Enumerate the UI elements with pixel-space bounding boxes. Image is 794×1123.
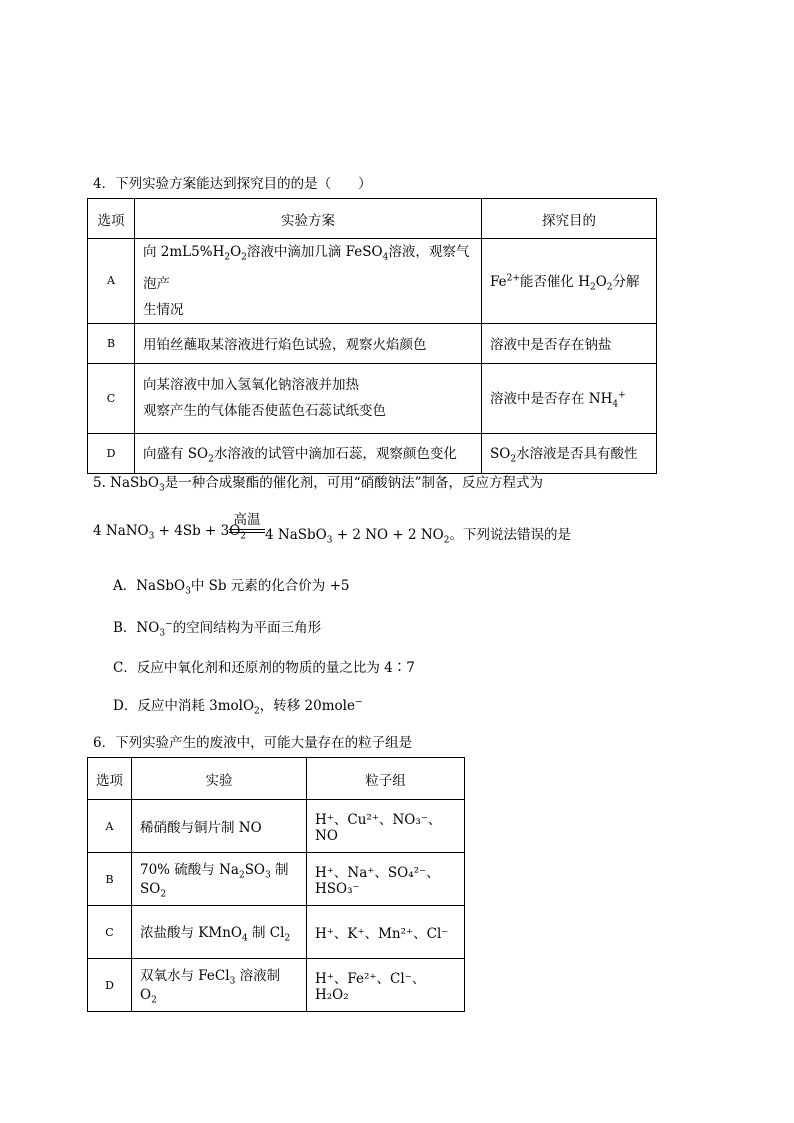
experiment-text: 溶液制 O <box>140 968 281 1003</box>
subscript: 2 <box>589 282 596 293</box>
subscript: 2 <box>208 454 214 465</box>
q5-option-a <box>113 574 349 597</box>
goal-cell <box>482 363 657 433</box>
reaction-arrow-line <box>229 529 265 530</box>
experiment-cell <box>132 906 307 959</box>
plan-cell <box>135 363 482 433</box>
option-label: B <box>88 323 135 363</box>
option-label: A <box>88 239 135 324</box>
experiment-text: SO <box>244 862 266 879</box>
subscript: 2 <box>284 933 291 944</box>
experiment-text: 浓盐酸与 KMnO <box>140 924 242 941</box>
q6-stem: 6．下列实验产生的废液中，可能大量存在的粒子组是 <box>93 735 413 751</box>
equation-text: + 4Sb + 3O <box>154 523 241 539</box>
experiment-cell: 稀硝酸与铜片制 NO <box>132 800 307 853</box>
subscript: 2 <box>254 706 260 717</box>
subscript: 3 <box>229 977 236 987</box>
subscript: 2 <box>240 531 247 542</box>
q5-stem <box>93 471 543 494</box>
subscript: 4 <box>612 399 619 410</box>
plan-text: 观察产生的气体能否使蓝色石蕊试纸变色 <box>143 403 386 420</box>
equation-text: 。下列说法错误的是 <box>449 527 571 543</box>
table-row <box>88 906 465 959</box>
goal-text: 分解 <box>612 273 640 290</box>
experiment-cell <box>132 853 307 906</box>
subscript: 2 <box>238 871 245 881</box>
q6-header-particles: 粒子组 <box>307 758 465 800</box>
subscript: 3 <box>326 535 333 546</box>
subscript: 2 <box>606 282 613 293</box>
goal-text: 水溶液是否具有酸性 <box>516 445 638 462</box>
option-label: D <box>88 433 135 473</box>
table-row <box>88 959 465 1012</box>
option-label: A <box>88 800 132 853</box>
plan-cell: 用铂丝蘸取某溶液进行焰色试验，观察火焰颜色 <box>135 323 482 363</box>
experiment-text: 制 Cl <box>247 924 285 941</box>
plan-cell <box>135 433 482 473</box>
reaction-condition: 高温 <box>233 512 261 528</box>
q6-table <box>87 757 465 1012</box>
goal-text: Fe <box>490 273 507 290</box>
plan-text: 水溶液的试管中滴加石蕊，观察颜色变化 <box>213 445 457 462</box>
superscript: − <box>354 697 363 708</box>
q4-table <box>87 198 657 474</box>
option-text: D．反应中消耗 3molO <box>113 698 255 714</box>
goal-cell <box>482 433 657 473</box>
subscript: 3 <box>185 586 191 597</box>
table-row <box>88 800 465 853</box>
option-label: D <box>88 959 132 1012</box>
plan-text: 向盛有 SO <box>143 445 209 462</box>
equation-text: 4 NaSbO <box>265 527 327 543</box>
subscript: 2 <box>241 252 247 263</box>
subscript: 3 <box>265 871 271 881</box>
option-label: C <box>88 906 132 959</box>
experiment-cell <box>132 959 307 1012</box>
option-label: B <box>88 853 132 906</box>
subscript: 2 <box>151 995 157 1006</box>
plan-text: 向 2mL5%H <box>143 244 225 260</box>
particles-cell: H⁺、Cu²⁺、NO₃⁻、NO <box>307 800 465 853</box>
subscript: 2 <box>224 252 231 263</box>
q6-header-row <box>88 758 465 800</box>
goal-text: SO <box>490 445 511 462</box>
plan-cell <box>135 239 482 324</box>
plan-text: 向某溶液中加入氢氧化钠溶液并加热 <box>143 377 359 394</box>
q4-header-row <box>88 199 657 239</box>
option-text: 中 Sb 元素的化合价为 +5 <box>190 578 350 594</box>
subscript: 4 <box>382 252 389 263</box>
superscript: + <box>618 390 626 401</box>
table-row <box>88 323 657 363</box>
subscript: 3 <box>159 628 166 639</box>
q4-stem: 4．下列实验方案能达到探究目的的是（ ） <box>93 176 372 192</box>
superscript: − <box>165 619 173 630</box>
stem-text: 是一种合成聚酯的催化剂，可用“硝酸钠法”制备，反应方程式为 <box>164 475 544 491</box>
experiment-text: 制 SO <box>140 862 289 897</box>
subscript: 3 <box>159 483 165 494</box>
q4-header-plan: 实验方案 <box>135 199 482 239</box>
experiment-text: 70% 硫酸与 Na <box>140 862 239 879</box>
particles-cell: H⁺、Na⁺、SO₄²⁻、HSO₃⁻ <box>307 853 465 906</box>
q5-option-d <box>113 694 363 717</box>
subscript: 4 <box>241 933 248 944</box>
option-text: ，转移 20mole <box>259 698 355 714</box>
subscript: 2 <box>443 535 450 546</box>
q5-option-c: C．反应中氧化剂和还原剂的物质的量之比为 4∶7 <box>113 660 415 676</box>
table-row <box>88 433 657 473</box>
particles-cell: H⁺、K⁺、Mn²⁺、Cl⁻ <box>307 906 465 959</box>
plan-text: 溶液，观察气泡产 <box>143 244 470 292</box>
option-text: B．NO <box>113 620 160 636</box>
goal-cell: 溶液中是否存在钠盐 <box>482 323 657 363</box>
q6-header-experiment: 实验 <box>132 758 307 800</box>
option-label: C <box>88 363 135 433</box>
q4-header-goal: 探究目的 <box>482 199 657 239</box>
superscript: 2+ <box>506 273 520 283</box>
goal-text: O <box>595 273 607 290</box>
reaction-arrow-line <box>229 532 265 533</box>
goal-text: 能否催化 H <box>519 273 590 290</box>
q6-header-option: 选项 <box>88 758 132 800</box>
subscript: 2 <box>160 889 167 900</box>
table-row <box>88 363 657 433</box>
stem-text: 5. NaSbO <box>93 475 159 491</box>
goal-cell <box>482 239 657 324</box>
q5-option-b <box>113 616 321 639</box>
plan-text: 生情况 <box>143 301 184 318</box>
particles-cell: H⁺、Fe²⁺、Cl⁻、H₂O₂ <box>307 959 465 1012</box>
table-row <box>88 853 465 906</box>
experiment-text: 双氧水与 FeCl <box>140 968 230 985</box>
plan-text: 溶液中滴加几滴 FeSO <box>246 244 383 260</box>
goal-text: 溶液中是否存在 NH <box>490 390 613 407</box>
q4-header-option: 选项 <box>88 199 135 239</box>
subscript: 3 <box>148 531 155 542</box>
option-text: 的空间结构为平面三角形 <box>172 620 322 636</box>
option-text: A．NaSbO <box>113 578 186 594</box>
equation-text: 4 NaNO <box>93 523 149 539</box>
subscript: 2 <box>510 454 517 465</box>
equation-text: + 2 NO + 2 NO <box>332 527 444 543</box>
table-row <box>88 239 657 324</box>
plan-text: O <box>230 244 242 260</box>
